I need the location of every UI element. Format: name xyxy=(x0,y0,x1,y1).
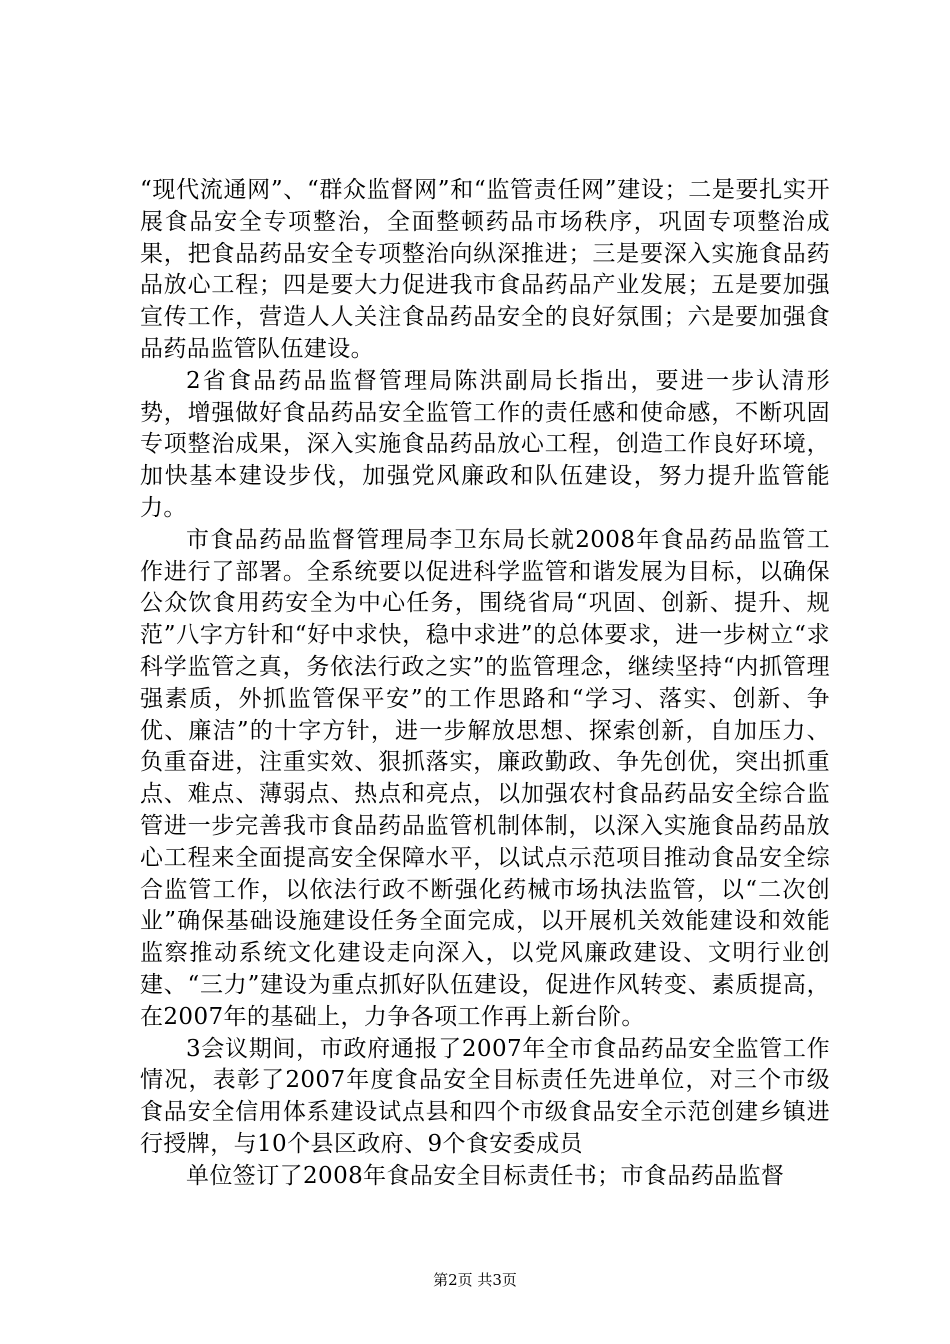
paragraph-3: 3会议期间，市政府通报了2007年全市食品药品安全监管工作情况，表彰了2007年度食品安全目标责任先进单位，对三个市级食品安全信用体系建设试点县和四个市级食品安全示范创建乡镇进行授牌，与10个县区政府、9个食安委成员 xyxy=(140,1035,830,1157)
paragraph-director-deployment: 市食品药品监督管理局李卫东局长就2008年食品药品监管工作进行了部署。全系统要以促进科学监管和谐发展为目标，以确保公众饮食用药安全为中心任务，围绕省局“巩固、创新、提升、规范”八字方针和“好中求快，稳中求进”的总体要求，进一步树立“求科学监管之真，务依法行政之实”的监管理念，继续坚持“内抓管理强素质，外抓监管保平安”的工作思路和“学习、落实、创新、争优、廉洁”的十字方针，进一步解放思想、探索创新，自加压力、负重奋进，注重实效、狠抓落实，廉政勤政、争先创优，突出抓重点、难点、薄弱点、热点和亮点，以加强农村食品药品安全综合监管进一步完善我市食品药品监管机制体制，以深入实施食品药品放心工程来全面提高安全保障水平，以试点示范项目推动食品安全综合监管工作，以依法行政不断强化药械市场执法监管，以“二次创业”确保基础设施建设任务全面完成，以开展机关效能建设和效能监察推动系统文化建设走向深入，以党风廉政建设、文明行业创建、“三力”建设为重点抓好队伍建设，促进作风转变、素质提高，在2007年的基础上，力争各项工作再上新台阶。 xyxy=(140,526,830,1030)
paragraph-signing: 单位签订了2008年食品安全目标责任书；市食品药品监督 xyxy=(186,1162,785,1189)
page-number: 第2页 共3页 xyxy=(433,1271,517,1289)
paragraph-2: 2省食品药品监督管理局陈洪副局长指出，要进一步认清形势，增强做好食品药品安全监管工作的责任感和使命感，不断巩固专项整治成果，深入实施食品药品放心工程，创造工作良好环境，加快基本建设步伐，加强党风廉政和队伍建设，努力提升监管能力。 xyxy=(140,367,830,521)
page-footer xyxy=(0,1270,950,1290)
body-text xyxy=(140,175,830,1193)
paragraph-continuation: “现代流通网”、“群众监督网”和“监管责任网”建设；二是要扎实开展食品安全专项整治，全面整顿药品市场秩序，巩固专项整治成果，把食品药品安全专项整治向纵深推进；三是要深入实施食品药品放心工程；四是要大力促进我市食品药品产业发展；五是要加强宣传工作，营造人人关注食品药品安全的良好氛围；六是要加强食品药品监管队伍建设。 xyxy=(140,177,830,362)
